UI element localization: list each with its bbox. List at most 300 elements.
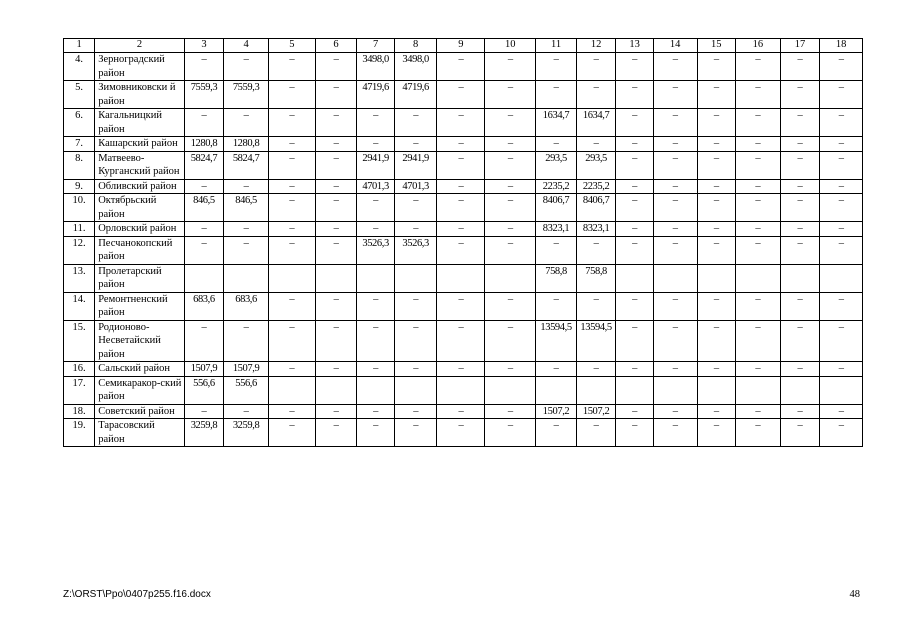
value-cell: 3498,0 — [394, 53, 437, 81]
row-number: 13. — [64, 264, 95, 292]
value-cell — [394, 376, 437, 404]
value-cell: – — [357, 419, 394, 447]
value-cell: – — [485, 236, 536, 264]
value-cell: – — [184, 236, 224, 264]
column-header: 7 — [357, 39, 394, 53]
value-cell: – — [437, 320, 485, 362]
value-cell: – — [315, 419, 357, 447]
value-cell: – — [268, 419, 315, 447]
table-row — [64, 222, 863, 237]
value-cell: 4701,3 — [357, 179, 394, 194]
table-row — [64, 194, 863, 222]
value-cell: – — [697, 109, 735, 137]
value-cell: 683,6 — [224, 292, 269, 320]
value-cell: – — [394, 320, 437, 362]
value-cell — [780, 264, 820, 292]
data-table — [63, 38, 863, 447]
value-cell: – — [616, 320, 653, 362]
column-header: 18 — [820, 39, 863, 53]
value-cell: – — [357, 137, 394, 152]
column-header: 1 — [64, 39, 95, 53]
value-cell: – — [315, 362, 357, 377]
value-cell — [184, 264, 224, 292]
district-name: Кагальницкий район — [95, 109, 184, 137]
row-number: 4. — [64, 53, 95, 81]
table-row — [64, 179, 863, 194]
value-cell: – — [184, 320, 224, 362]
value-cell: – — [357, 194, 394, 222]
value-cell — [697, 376, 735, 404]
value-cell — [437, 376, 485, 404]
value-cell — [616, 264, 653, 292]
column-header: 12 — [576, 39, 616, 53]
value-cell: – — [780, 151, 820, 179]
row-number: 15. — [64, 320, 95, 362]
value-cell: – — [616, 236, 653, 264]
value-cell: – — [437, 53, 485, 81]
value-cell: – — [536, 81, 577, 109]
value-cell: – — [224, 179, 269, 194]
value-cell: – — [394, 109, 437, 137]
value-cell: – — [315, 179, 357, 194]
value-cell: – — [697, 404, 735, 419]
row-number: 5. — [64, 81, 95, 109]
value-cell: – — [224, 109, 269, 137]
value-cell: – — [780, 179, 820, 194]
value-cell: 13594,5 — [576, 320, 616, 362]
value-cell: – — [735, 362, 780, 377]
value-cell — [268, 376, 315, 404]
district-name: Ремонтненский район — [95, 292, 184, 320]
value-cell: 3526,3 — [357, 236, 394, 264]
value-cell: 1280,8 — [184, 137, 224, 152]
file-path: Z:\ORST\Ppo\0407p255.f16.docx — [63, 589, 211, 600]
value-cell: – — [315, 222, 357, 237]
value-cell: – — [437, 419, 485, 447]
value-cell: – — [780, 109, 820, 137]
value-cell: – — [268, 222, 315, 237]
value-cell — [735, 264, 780, 292]
table-row — [64, 362, 863, 377]
value-cell: – — [357, 292, 394, 320]
value-cell: – — [485, 109, 536, 137]
value-cell — [653, 264, 697, 292]
table-row — [64, 320, 863, 362]
value-cell: – — [697, 362, 735, 377]
table-row — [64, 53, 863, 81]
value-cell: – — [820, 53, 863, 81]
value-cell: – — [576, 236, 616, 264]
value-cell: – — [616, 404, 653, 419]
value-cell: – — [697, 292, 735, 320]
value-cell: 1507,2 — [536, 404, 577, 419]
value-cell: – — [820, 404, 863, 419]
value-cell: – — [224, 236, 269, 264]
value-cell — [268, 264, 315, 292]
value-cell: – — [780, 222, 820, 237]
value-cell: 8323,1 — [576, 222, 616, 237]
value-cell: – — [820, 362, 863, 377]
district-name: Октябрьский район — [95, 194, 184, 222]
value-cell: – — [315, 404, 357, 419]
value-cell: – — [268, 137, 315, 152]
value-cell: – — [576, 81, 616, 109]
value-cell: – — [780, 53, 820, 81]
table-row — [64, 236, 863, 264]
value-cell: – — [394, 194, 437, 222]
value-cell — [735, 376, 780, 404]
value-cell: – — [315, 236, 357, 264]
value-cell: – — [184, 179, 224, 194]
value-cell: – — [616, 194, 653, 222]
value-cell: – — [437, 151, 485, 179]
value-cell: – — [437, 194, 485, 222]
value-cell: – — [820, 109, 863, 137]
value-cell — [576, 376, 616, 404]
value-cell: – — [820, 292, 863, 320]
value-cell: – — [616, 362, 653, 377]
value-cell: 8406,7 — [536, 194, 577, 222]
district-name: Советский район — [95, 404, 184, 419]
table-row — [64, 81, 863, 109]
value-cell: – — [437, 81, 485, 109]
value-cell: – — [357, 222, 394, 237]
value-cell: – — [315, 53, 357, 81]
value-cell: – — [735, 151, 780, 179]
value-cell — [820, 376, 863, 404]
column-header: 10 — [485, 39, 536, 53]
value-cell: – — [653, 137, 697, 152]
value-cell — [697, 264, 735, 292]
value-cell: 8406,7 — [576, 194, 616, 222]
value-cell: – — [357, 404, 394, 419]
value-cell: – — [357, 109, 394, 137]
value-cell: – — [616, 179, 653, 194]
district-name: Зимовниковски й район — [95, 81, 184, 109]
value-cell: 556,6 — [184, 376, 224, 404]
value-cell: – — [315, 292, 357, 320]
district-name: Зерноградский район — [95, 53, 184, 81]
value-cell: – — [224, 404, 269, 419]
value-cell: – — [735, 53, 780, 81]
value-cell: – — [653, 151, 697, 179]
district-name: Пролетарский район — [95, 264, 184, 292]
value-cell: – — [616, 53, 653, 81]
table-row — [64, 264, 863, 292]
row-number: 9. — [64, 179, 95, 194]
value-cell: – — [653, 81, 697, 109]
value-cell: – — [616, 137, 653, 152]
value-cell — [357, 264, 394, 292]
value-cell: 4719,6 — [357, 81, 394, 109]
value-cell: 1634,7 — [536, 109, 577, 137]
value-cell: – — [268, 151, 315, 179]
row-number: 18. — [64, 404, 95, 419]
value-cell: – — [485, 419, 536, 447]
value-cell: – — [268, 179, 315, 194]
value-cell: – — [437, 404, 485, 419]
value-cell: – — [536, 362, 577, 377]
value-cell: – — [485, 137, 536, 152]
value-cell: – — [437, 292, 485, 320]
row-number: 12. — [64, 236, 95, 264]
value-cell: 1280,8 — [224, 137, 269, 152]
value-cell: – — [697, 320, 735, 362]
value-cell: – — [224, 320, 269, 362]
value-cell: – — [653, 292, 697, 320]
value-cell: 7559,3 — [224, 81, 269, 109]
value-cell: – — [184, 109, 224, 137]
value-cell: – — [576, 53, 616, 81]
value-cell: – — [394, 419, 437, 447]
row-number: 19. — [64, 419, 95, 447]
district-name: Орловский район — [95, 222, 184, 237]
value-cell: – — [576, 419, 616, 447]
value-cell: – — [485, 194, 536, 222]
value-cell: – — [697, 419, 735, 447]
value-cell: – — [653, 236, 697, 264]
value-cell: – — [357, 320, 394, 362]
value-cell: 1507,9 — [224, 362, 269, 377]
value-cell: – — [394, 137, 437, 152]
value-cell: – — [224, 53, 269, 81]
value-cell: – — [394, 362, 437, 377]
value-cell: – — [315, 137, 357, 152]
table-row — [64, 419, 863, 447]
column-header: 13 — [616, 39, 653, 53]
value-cell: – — [653, 222, 697, 237]
value-cell: 5824,7 — [184, 151, 224, 179]
value-cell: – — [780, 137, 820, 152]
value-cell: 5824,7 — [224, 151, 269, 179]
page-number: 48 — [849, 589, 860, 600]
value-cell: – — [697, 53, 735, 81]
value-cell: – — [394, 404, 437, 419]
value-cell: – — [576, 362, 616, 377]
value-cell: – — [780, 236, 820, 264]
value-cell: – — [184, 53, 224, 81]
table-row — [64, 151, 863, 179]
value-cell: – — [485, 292, 536, 320]
value-cell: – — [653, 404, 697, 419]
value-cell: – — [820, 137, 863, 152]
column-header: 14 — [653, 39, 697, 53]
value-cell: – — [184, 222, 224, 237]
table-row — [64, 292, 863, 320]
value-cell: – — [268, 362, 315, 377]
value-cell: 2941,9 — [394, 151, 437, 179]
value-cell: – — [576, 137, 616, 152]
table-row — [64, 376, 863, 404]
value-cell: – — [697, 236, 735, 264]
value-cell: 683,6 — [184, 292, 224, 320]
column-header: 3 — [184, 39, 224, 53]
value-cell: – — [536, 292, 577, 320]
value-cell: 3259,8 — [184, 419, 224, 447]
value-cell: 846,5 — [184, 194, 224, 222]
value-cell: – — [224, 222, 269, 237]
value-cell: – — [437, 362, 485, 377]
value-cell — [437, 264, 485, 292]
row-number: 14. — [64, 292, 95, 320]
value-cell: – — [735, 292, 780, 320]
value-cell: – — [653, 53, 697, 81]
column-header: 9 — [437, 39, 485, 53]
column-header: 17 — [780, 39, 820, 53]
value-cell: – — [820, 320, 863, 362]
value-cell: – — [697, 194, 735, 222]
value-cell — [394, 264, 437, 292]
district-name: Семикаракор-ский район — [95, 376, 184, 404]
row-number: 16. — [64, 362, 95, 377]
value-cell: – — [616, 151, 653, 179]
value-cell: – — [820, 151, 863, 179]
value-cell: – — [485, 404, 536, 419]
value-cell: – — [735, 404, 780, 419]
value-cell — [315, 264, 357, 292]
header-row — [64, 39, 863, 53]
value-cell: 2235,2 — [576, 179, 616, 194]
value-cell: – — [820, 222, 863, 237]
value-cell: – — [780, 81, 820, 109]
column-header: 16 — [735, 39, 780, 53]
value-cell: – — [780, 404, 820, 419]
value-cell: – — [735, 419, 780, 447]
value-cell — [780, 376, 820, 404]
value-cell: 293,5 — [576, 151, 616, 179]
value-cell: – — [576, 292, 616, 320]
value-cell — [485, 264, 536, 292]
value-cell: – — [268, 53, 315, 81]
table-row — [64, 109, 863, 137]
value-cell: – — [437, 109, 485, 137]
value-cell: – — [184, 404, 224, 419]
value-cell: – — [820, 194, 863, 222]
value-cell: – — [820, 81, 863, 109]
value-cell: – — [780, 292, 820, 320]
value-cell: – — [394, 292, 437, 320]
value-cell — [315, 376, 357, 404]
value-cell: – — [315, 151, 357, 179]
value-cell: – — [485, 81, 536, 109]
value-cell: – — [315, 320, 357, 362]
value-cell: – — [394, 222, 437, 237]
value-cell: – — [536, 419, 577, 447]
value-cell: – — [616, 81, 653, 109]
value-cell: – — [536, 137, 577, 152]
value-cell: – — [536, 236, 577, 264]
district-name: Сальский район — [95, 362, 184, 377]
value-cell: – — [437, 179, 485, 194]
value-cell: – — [697, 137, 735, 152]
value-cell: – — [735, 81, 780, 109]
value-cell — [357, 376, 394, 404]
value-cell: – — [437, 222, 485, 237]
column-header: 8 — [394, 39, 437, 53]
value-cell: – — [315, 81, 357, 109]
value-cell: – — [485, 53, 536, 81]
row-number: 7. — [64, 137, 95, 152]
value-cell: – — [268, 292, 315, 320]
row-number: 17. — [64, 376, 95, 404]
value-cell: – — [820, 419, 863, 447]
value-cell: 1507,2 — [576, 404, 616, 419]
row-number: 6. — [64, 109, 95, 137]
value-cell: – — [485, 222, 536, 237]
value-cell: – — [536, 53, 577, 81]
value-cell: – — [485, 179, 536, 194]
table-row — [64, 404, 863, 419]
value-cell — [485, 376, 536, 404]
value-cell: 3259,8 — [224, 419, 269, 447]
value-cell — [616, 376, 653, 404]
value-cell: – — [820, 179, 863, 194]
row-number: 10. — [64, 194, 95, 222]
column-header: 15 — [697, 39, 735, 53]
value-cell: – — [616, 419, 653, 447]
district-name: Песчанокопский район — [95, 236, 184, 264]
value-cell: – — [735, 222, 780, 237]
value-cell: – — [697, 222, 735, 237]
district-name: Родионово-Несветайский район — [95, 320, 184, 362]
row-number: 11. — [64, 222, 95, 237]
table-row — [64, 137, 863, 152]
district-name: Тарасовский район — [95, 419, 184, 447]
value-cell: 1507,9 — [184, 362, 224, 377]
value-cell: – — [437, 137, 485, 152]
value-cell: 293,5 — [536, 151, 577, 179]
value-cell: 758,8 — [536, 264, 577, 292]
value-cell: – — [485, 362, 536, 377]
value-cell: – — [780, 194, 820, 222]
value-cell: 3498,0 — [357, 53, 394, 81]
value-cell: – — [653, 320, 697, 362]
value-cell: – — [268, 109, 315, 137]
value-cell: – — [315, 109, 357, 137]
value-cell: – — [653, 419, 697, 447]
value-cell: – — [653, 194, 697, 222]
value-cell: – — [653, 109, 697, 137]
value-cell: – — [268, 404, 315, 419]
value-cell: – — [697, 81, 735, 109]
value-cell: 4719,6 — [394, 81, 437, 109]
table-body — [64, 53, 863, 447]
district-name: Матвеево-Курганский район — [95, 151, 184, 179]
district-name: Обливский район — [95, 179, 184, 194]
value-cell: – — [485, 320, 536, 362]
value-cell: 3526,3 — [394, 236, 437, 264]
district-name: Кашарский район — [95, 137, 184, 152]
value-cell: – — [357, 362, 394, 377]
value-cell: – — [268, 236, 315, 264]
value-cell: 13594,5 — [536, 320, 577, 362]
value-cell: 4701,3 — [394, 179, 437, 194]
value-cell: – — [315, 194, 357, 222]
value-cell: – — [437, 236, 485, 264]
value-cell: – — [616, 109, 653, 137]
value-cell: – — [780, 419, 820, 447]
value-cell: – — [268, 81, 315, 109]
value-cell — [820, 264, 863, 292]
value-cell: – — [780, 362, 820, 377]
column-header: 4 — [224, 39, 269, 53]
value-cell: – — [735, 137, 780, 152]
value-cell: – — [820, 236, 863, 264]
value-cell: 846,5 — [224, 194, 269, 222]
value-cell: – — [735, 179, 780, 194]
value-cell: – — [653, 362, 697, 377]
value-cell — [536, 376, 577, 404]
